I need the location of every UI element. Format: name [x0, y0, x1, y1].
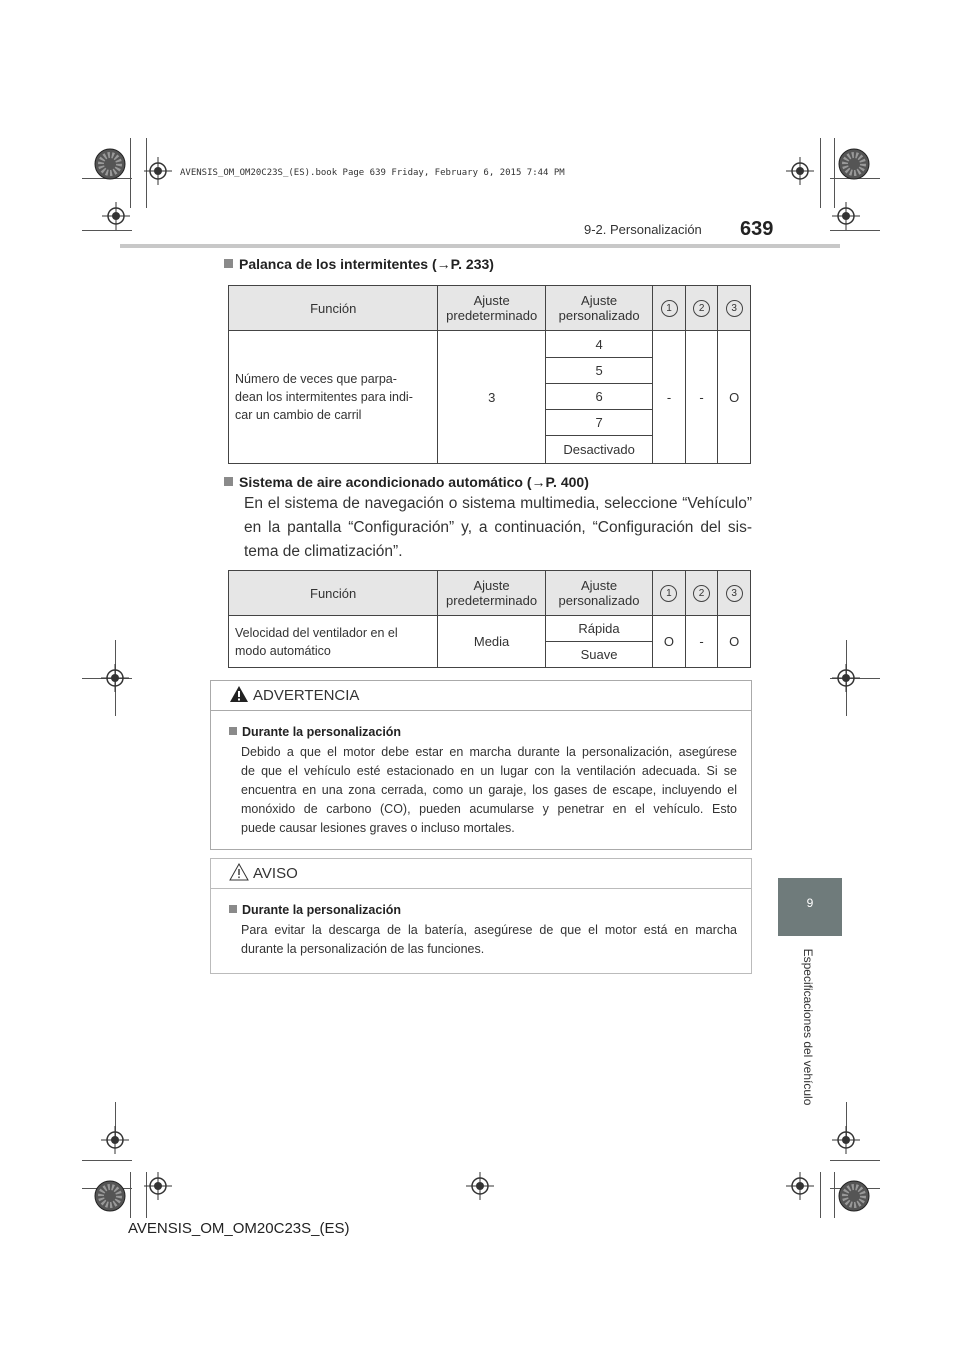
warning-text: Debido a que el motor debe estar en marcha durante la personalización, asegúrese de que el vehículo esté estacionado en un lugar con la ventilación adecuada. Si se encuentra en una zona cerrada, como un garaje, los gases de escape, incluyendo el monóxido de carbono (CO), pueden acumularse y penetrar en el vehículo. Esto puede causar lesiones graves o incluso mortales.: [241, 745, 737, 835]
registration-target-icon: [832, 664, 860, 692]
heading-text: Palanca de los intermitentes (→P. 233): [239, 256, 494, 272]
section-heading-turn-signal: [224, 256, 494, 272]
table-row: [229, 616, 751, 642]
bullet-square-icon: [224, 477, 233, 486]
col-header-function: Función: [229, 571, 438, 616]
default-cell: Media: [438, 616, 546, 668]
col-header-3: 3: [718, 571, 751, 616]
notice-title: AVISO: [253, 865, 298, 882]
warning-triangle-icon: [229, 685, 249, 703]
registration-target-icon: [832, 202, 860, 230]
custom-option: 4: [545, 331, 652, 358]
custom-option: Desactivado: [545, 436, 652, 464]
function-cell: Velocidad del ventilador en el modo automático: [229, 616, 438, 668]
col-header-function: Función: [229, 286, 438, 331]
registration-target-icon: [102, 202, 130, 230]
registration-target-icon: [144, 1172, 172, 1200]
c2-cell: -: [685, 331, 718, 464]
default-cell: 3: [438, 331, 546, 464]
header-rule: [120, 244, 840, 248]
col-header-default: Ajuste predeterminado: [438, 286, 546, 331]
function-cell: Número de veces que parpa- dean los intermitentes para indi- car un cambio de carril: [229, 331, 438, 464]
col-header-default: Ajuste predeterminado: [438, 571, 546, 616]
chapter-number: 9: [806, 896, 814, 910]
col-header-custom: Ajuste personalizado: [545, 571, 652, 616]
custom-option: Suave: [545, 642, 652, 668]
chapter-tab: [778, 878, 842, 936]
col-header-custom: Ajuste personalizado: [545, 286, 652, 331]
notice-box: [210, 858, 752, 974]
warning-header: [211, 681, 751, 711]
col-header-1: 1: [653, 286, 686, 331]
registration-target-icon: [786, 157, 814, 185]
climate-paragraph: En el sistema de navegación o sistema multimedia, seleccione “Vehículo” en la pantalla “Configuración” y, a continuación, “Configuración del sis- tema de climatización”.: [244, 495, 752, 560]
bullet-square-icon: [224, 259, 233, 268]
climate-table: [228, 570, 751, 668]
heading-text: Sistema de aire acondicionado automático (→P. 400): [239, 474, 589, 490]
custom-option: 5: [545, 358, 652, 384]
bullet-square-icon: [229, 727, 237, 735]
registration-target-icon: [466, 1172, 494, 1200]
color-rosette-icon: [838, 1180, 870, 1212]
c1-cell: O: [653, 616, 686, 668]
registration-target-icon: [101, 664, 129, 692]
notice-text: Para evitar la descarga de la batería, asegúrese de que el motor está en marcha durante la personalización de las funciones.: [241, 923, 737, 956]
notice-subheading: Durante la personalización: [229, 903, 401, 917]
c1-cell: -: [653, 331, 686, 464]
turn-signal-table: [228, 285, 751, 464]
custom-option: 7: [545, 410, 652, 436]
col-header-1: 1: [653, 571, 686, 616]
section-heading-climate: [224, 474, 589, 490]
col-header-2: 2: [685, 286, 718, 331]
color-rosette-icon: [94, 148, 126, 180]
c3-cell: O: [718, 331, 751, 464]
registration-target-icon: [144, 157, 172, 185]
custom-option: Rápida: [545, 616, 652, 642]
footer-document-code: AVENSIS_OM_OM20C23S_(ES): [128, 1220, 350, 1237]
warning-box: [210, 680, 752, 850]
c3-cell: O: [718, 616, 751, 668]
registration-target-icon: [832, 1126, 860, 1154]
custom-option: 6: [545, 384, 652, 410]
col-header-3: 3: [718, 286, 751, 331]
registration-target-icon: [786, 1172, 814, 1200]
table-row: [229, 331, 751, 358]
warning-subheading: Durante la personalización: [229, 725, 401, 739]
warning-title: ADVERTENCIA: [253, 687, 360, 704]
col-header-2: 2: [685, 571, 718, 616]
registration-target-icon: [101, 1126, 129, 1154]
chapter-label-text: Especificaciones del vehículo: [801, 948, 815, 1106]
page-number: 639: [740, 218, 774, 240]
section-title: 9-2. Personalización: [584, 222, 702, 237]
c2-cell: -: [685, 616, 718, 668]
caution-triangle-icon: [229, 863, 249, 881]
color-rosette-icon: [94, 1180, 126, 1212]
color-rosette-icon: [838, 148, 870, 180]
bullet-square-icon: [229, 905, 237, 913]
chapter-side-label: [798, 940, 818, 1120]
notice-header: [211, 859, 751, 889]
book-info-line: AVENSIS_OM_OM20C23S_(ES).book Page 639 Friday, February 6, 2015 7:44 PM: [180, 168, 565, 178]
